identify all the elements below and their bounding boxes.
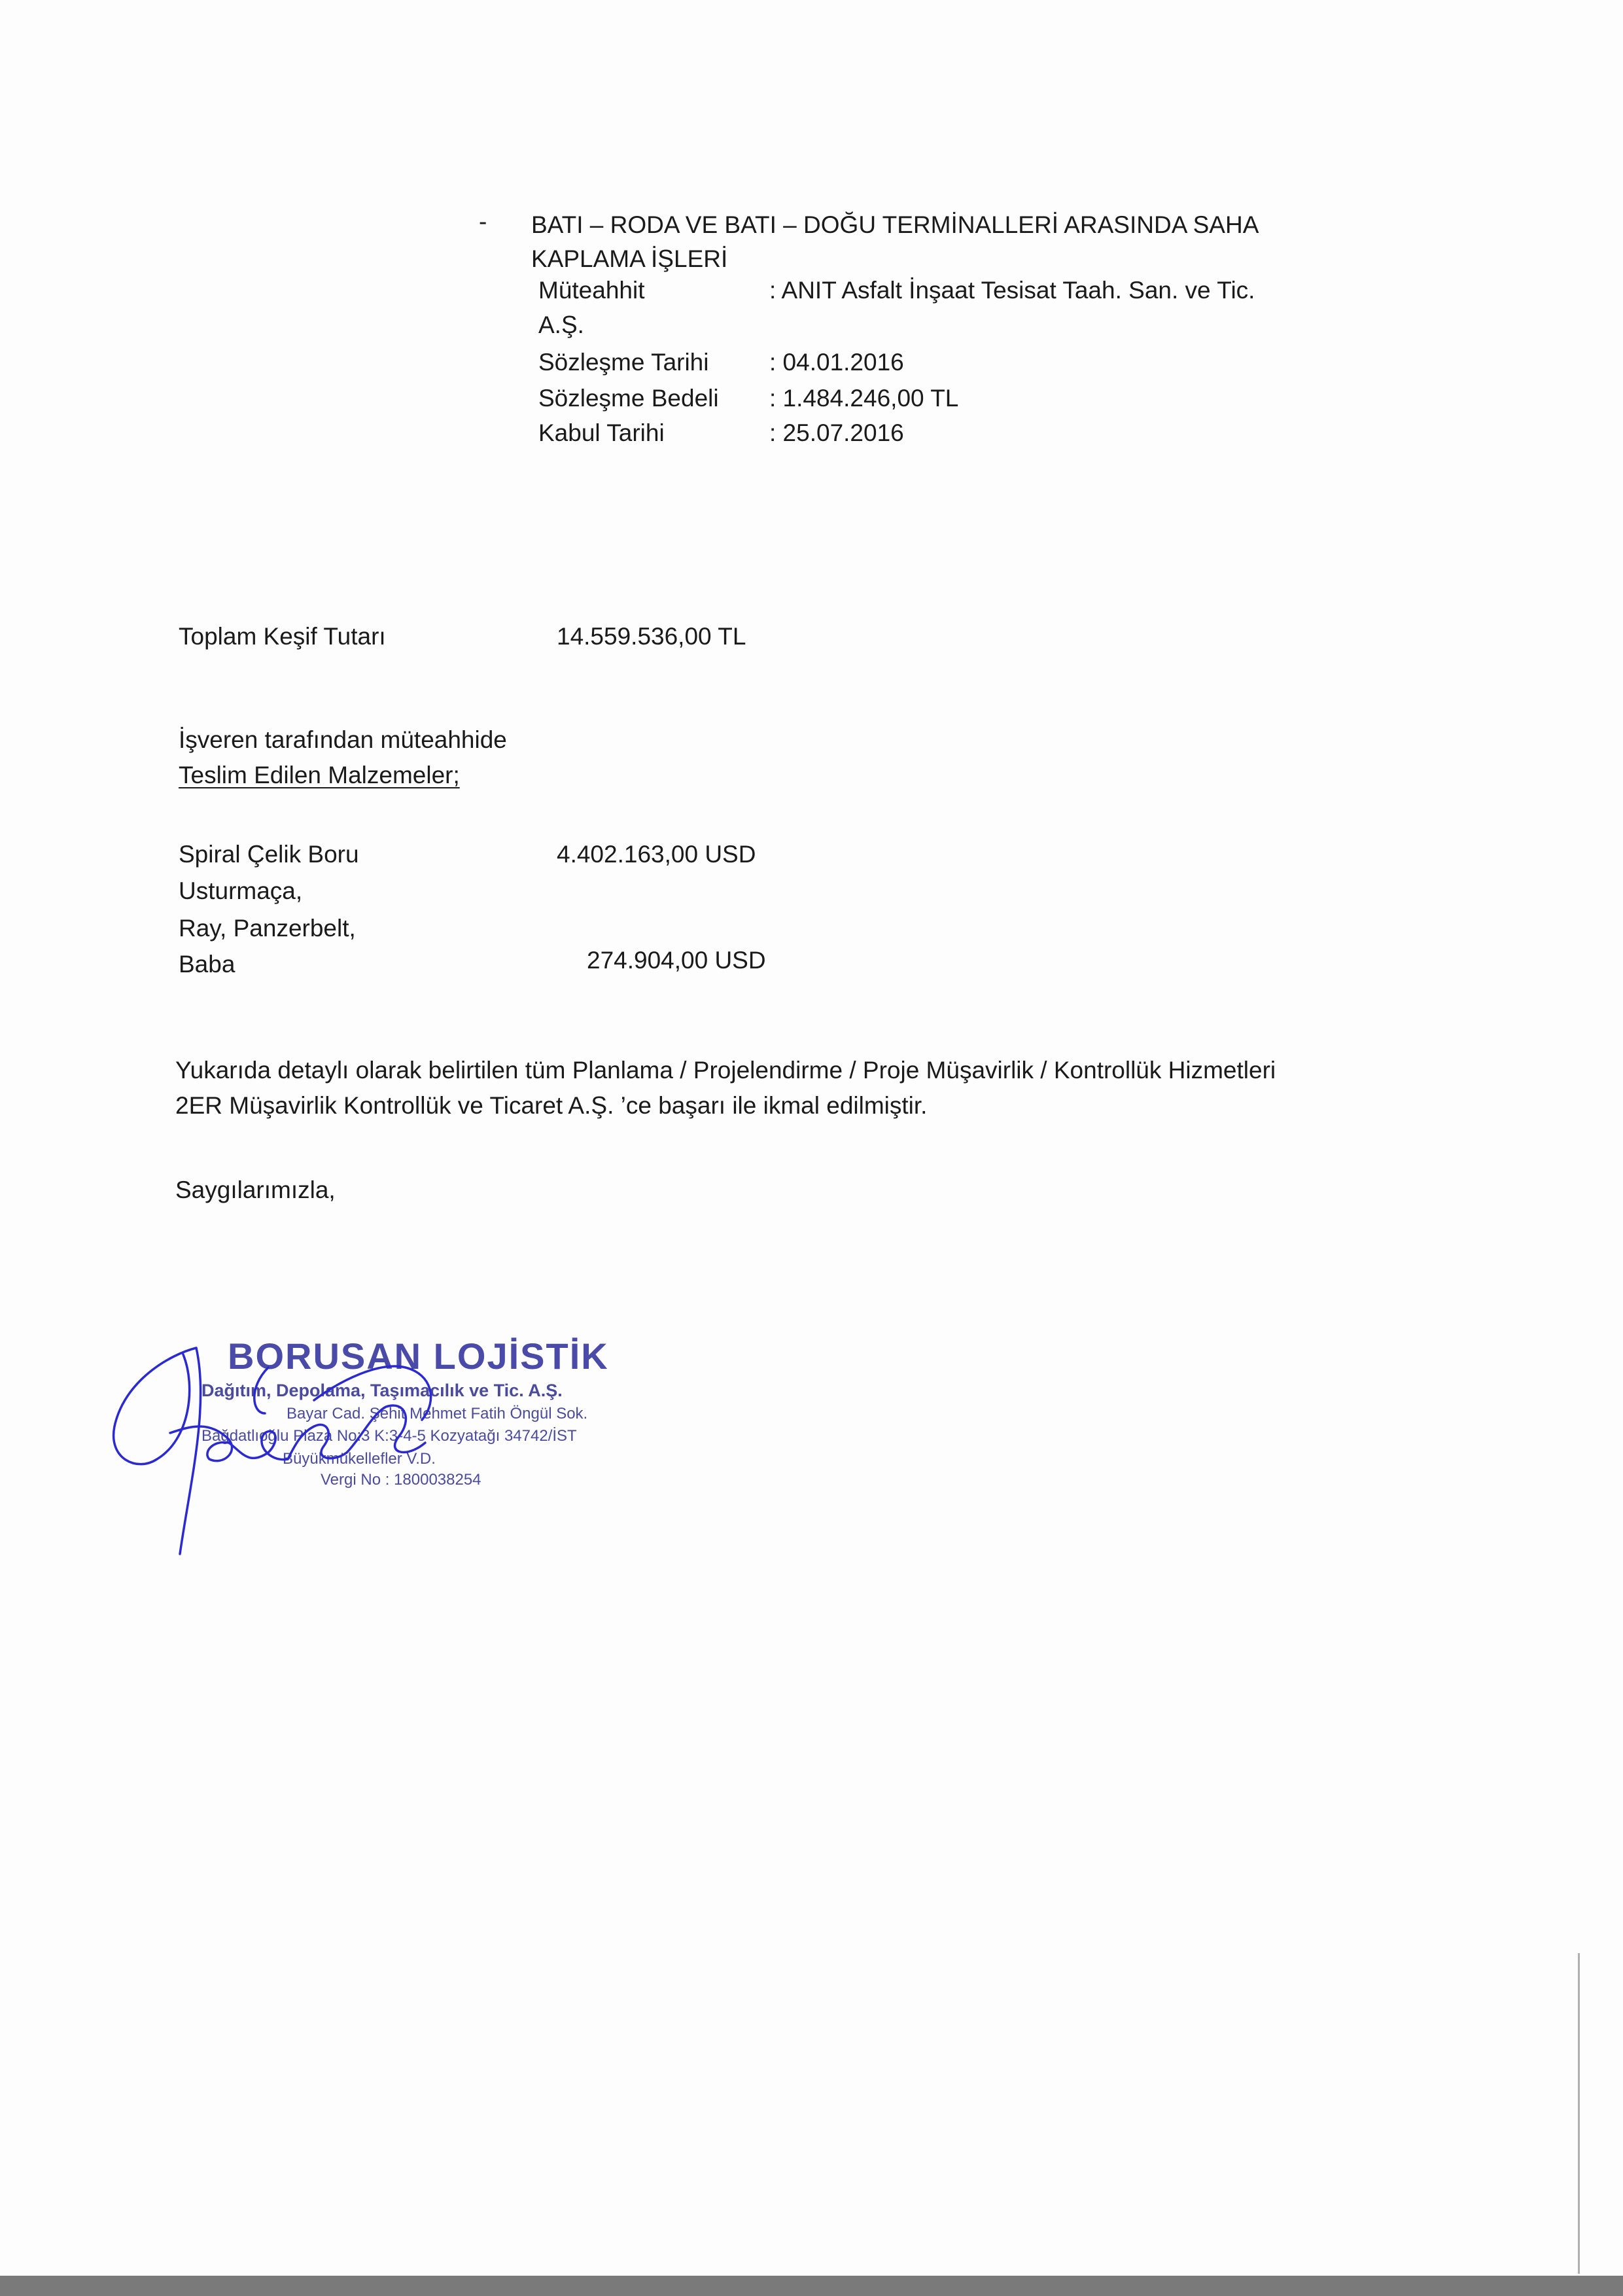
acceptance-date-value: : 25.07.2016 <box>769 419 904 446</box>
closing-paragraph-line1: Yukarıda detaylı olarak belirtilen tüm Planlama / Projelendirme / Proje Müşavirlik / Kontrollük Hizmetleri <box>175 1057 1276 1084</box>
contract-amount-value: : 1.484.246,00 TL <box>769 385 959 412</box>
contractor-value: : ANIT Asfalt İnşaat Tesisat Taah. San. ve Tic. <box>769 277 1255 304</box>
material-1-value: 4.402.163,00 USD <box>557 841 756 868</box>
stamp-line-4: Büyükmükellefler V.D. <box>283 1450 436 1468</box>
scan-bottom-band <box>0 2276 1623 2296</box>
list-dash: - <box>479 208 487 235</box>
stamp-line-1: Dağıtım, Depolama, Taşımacılık ve Tic. A.Ş. <box>201 1381 563 1400</box>
contract-date-value: : 04.01.2016 <box>769 349 904 376</box>
total-value: 14.559.536,00 TL <box>557 623 746 650</box>
material-2-label-line3: Baba <box>179 951 236 978</box>
stamp-line-3: Bağdatlıoğlu Plaza No:3 K:3-4-5 Kozyatağı 34742/İST <box>201 1427 577 1445</box>
material-1-label: Spiral Çelik Boru <box>179 841 359 868</box>
stamp-line-2: Bayar Cad. Şehit Mehmet Fatih Öngül Sok. <box>287 1405 588 1422</box>
contractor-label: Müteahhit <box>538 277 645 304</box>
stamp-company-name: BORUSAN LOJİSTİK <box>228 1335 609 1377</box>
material-2-value: 274.904,00 USD <box>587 947 766 974</box>
material-2-label-line2: Ray, Panzerbelt, <box>179 915 356 942</box>
material-2-label-line1: Usturmaça, <box>179 877 303 904</box>
greeting: Saygılarımızla, <box>175 1176 336 1203</box>
materials-heading: Teslim Edilen Malzemeler; <box>179 762 460 788</box>
project-title: BATI – RODA VE BATI – DOĞU TERMİNALLERİ ARASINDA SAHA KAPLAMA İŞLERİ <box>531 211 1258 272</box>
closing-paragraph-line2: 2ER Müşavirlik Kontrollük ve Ticaret A.Ş. ’ce başarı ile ikmal edilmiştir. <box>175 1092 928 1119</box>
signature-icon <box>98 1328 569 1577</box>
scan-edge-line <box>1578 1953 1580 2274</box>
materials-intro: İşveren tarafından müteahhide <box>179 726 507 753</box>
contract-date-label: Sözleşme Tarihi <box>538 349 709 376</box>
contract-amount-label: Sözleşme Bedeli <box>538 385 719 412</box>
stamp-line-5: Vergi No : 1800038254 <box>321 1471 481 1489</box>
contractor-value-cont: A.Ş. <box>538 311 584 338</box>
acceptance-date-label: Kabul Tarihi <box>538 419 665 446</box>
total-label: Toplam Keşif Tutarı <box>179 623 386 650</box>
